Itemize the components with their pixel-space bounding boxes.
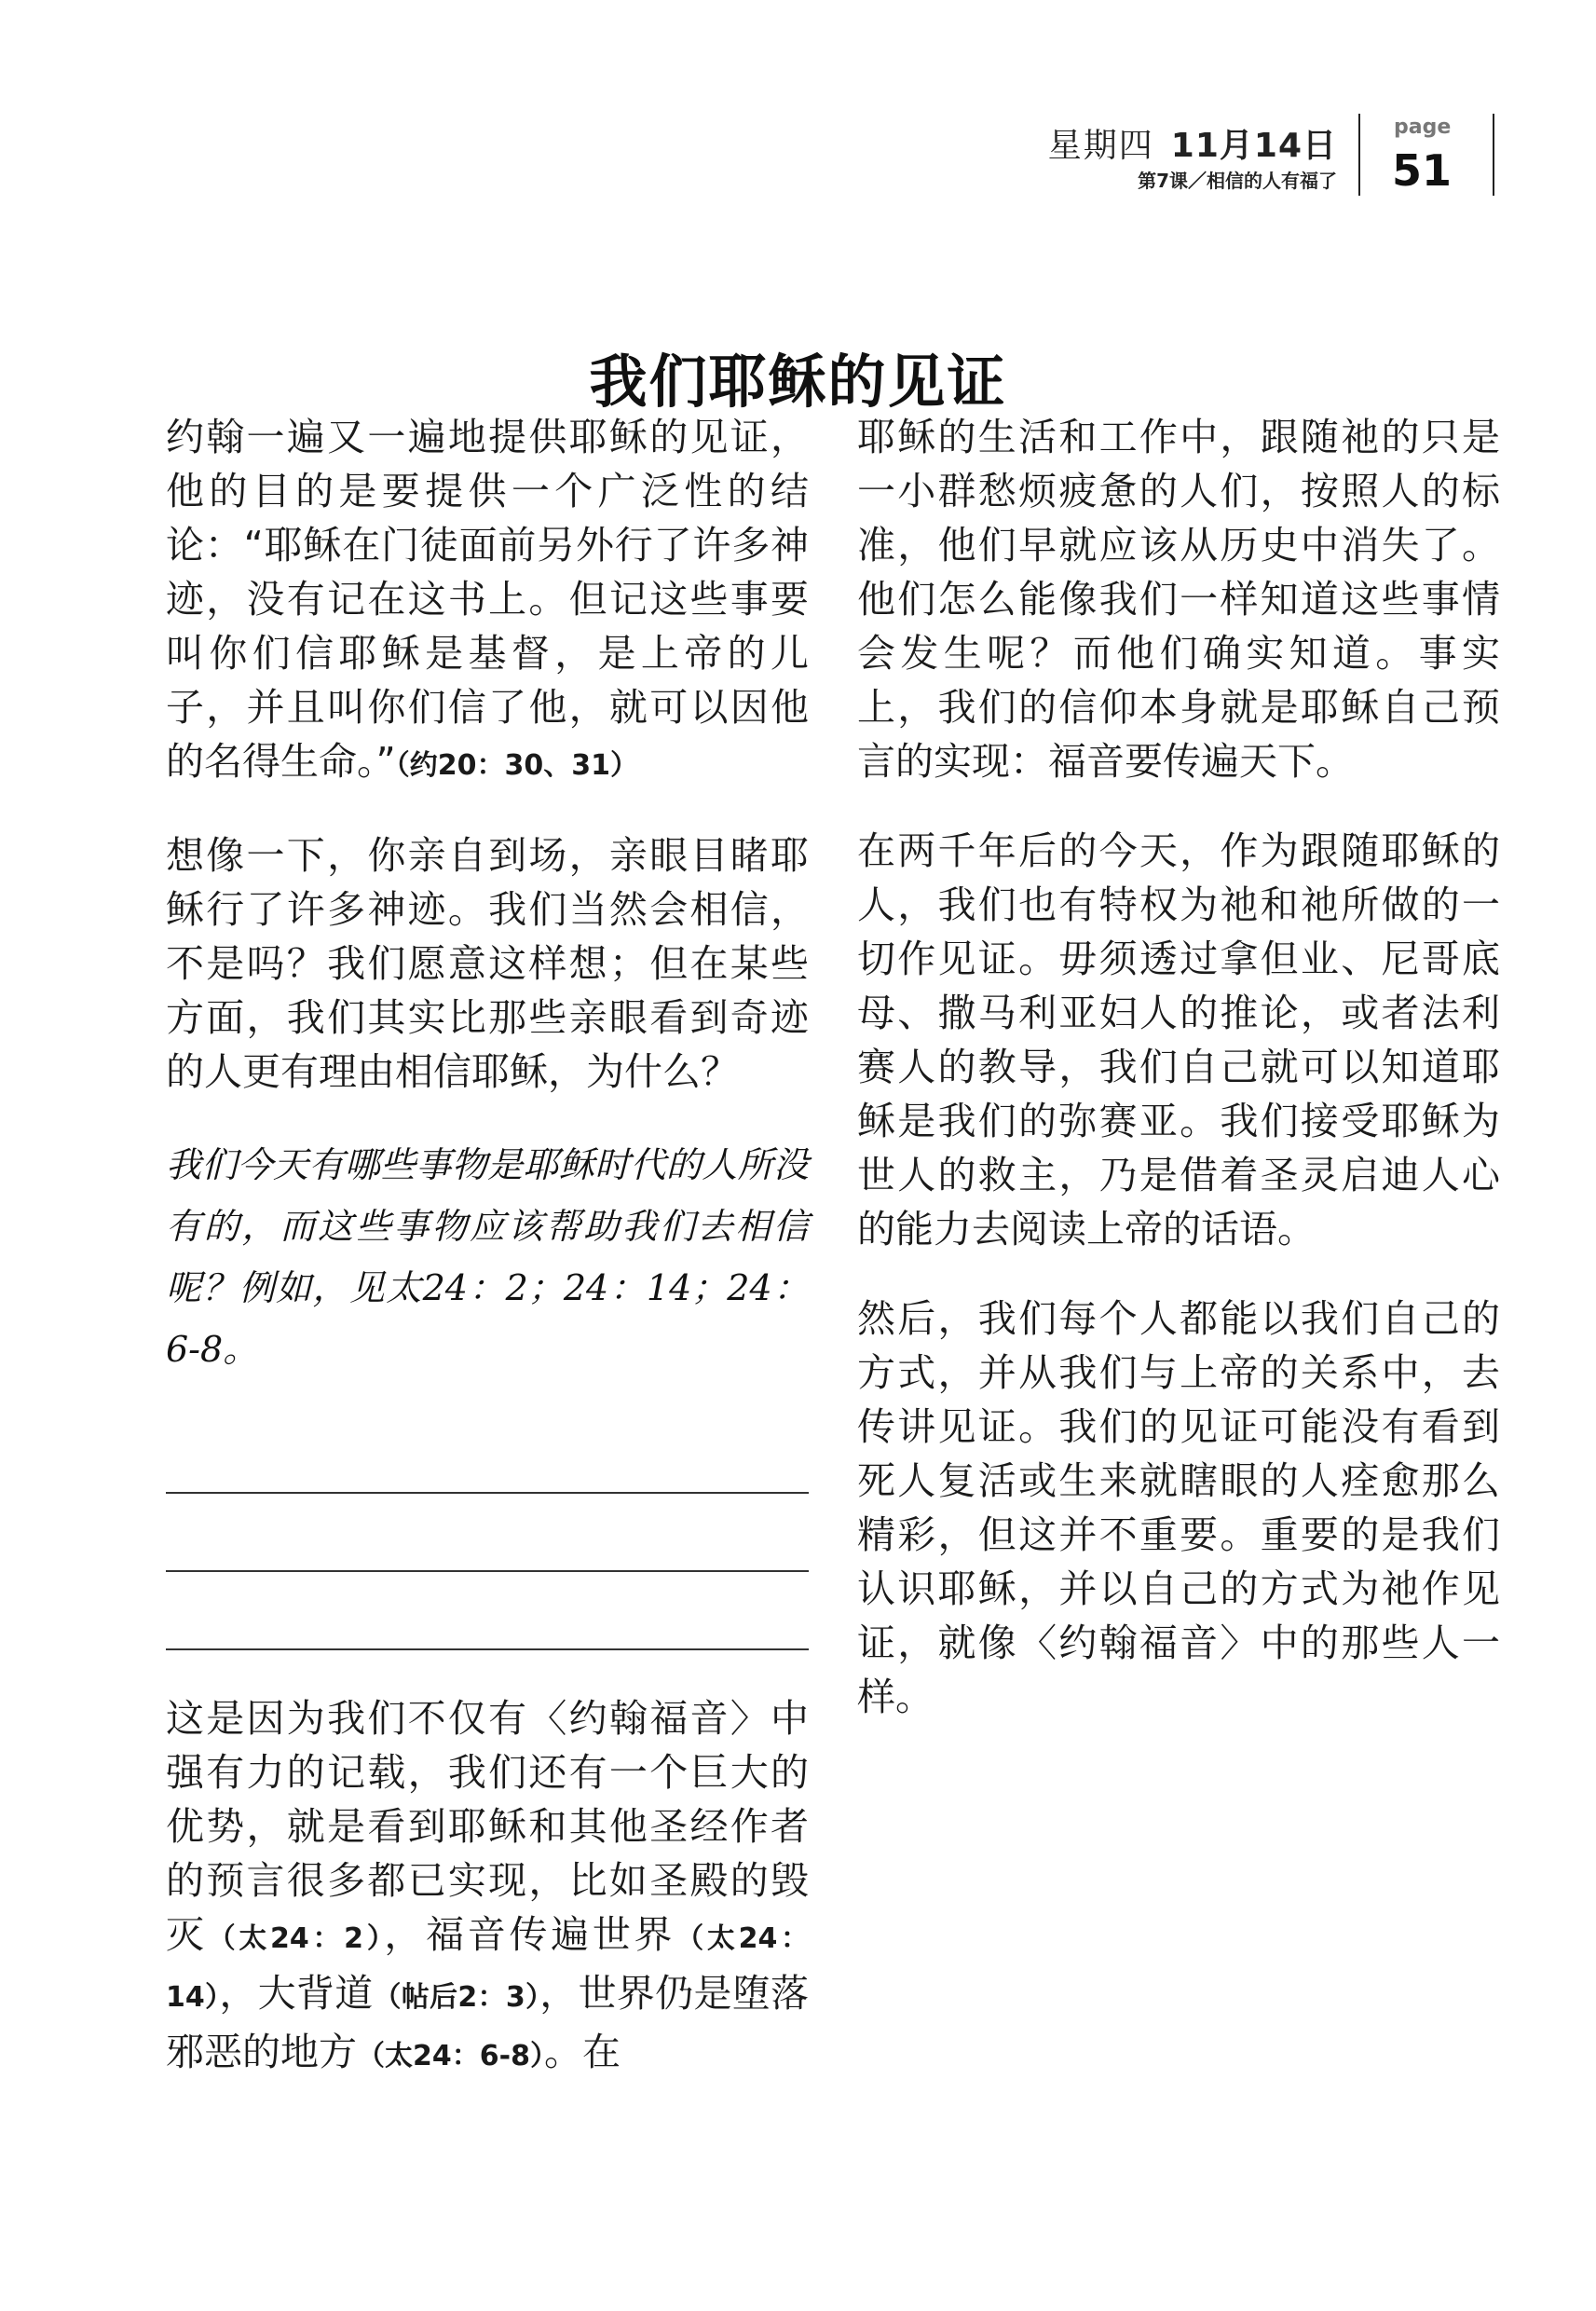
page-header <box>0 112 1596 205</box>
page-number: 51 <box>1392 145 1453 196</box>
answer-lines <box>166 1415 809 1650</box>
scripture-reference: （太24：6-8） <box>357 2040 544 2072</box>
left-paragraph-3 <box>166 1691 809 2084</box>
left-paragraph-1 <box>166 410 809 793</box>
left-paragraph-3-part-1: 这是因为我们不仅有〈约翰福音〉中强有力的记载，我们还有一个巨大的优势，就是看到耶稣和其他圣经作者的预言很多都已实现，比如圣殿的毁灭 <box>166 1696 809 1957</box>
page-label: page <box>1394 116 1452 139</box>
answer-line[interactable] <box>166 1572 809 1650</box>
scripture-reference: （太24：14） <box>166 1922 810 2014</box>
scripture-reference: （约20：30、31） <box>395 749 638 782</box>
left-paragraph-1-text: 约翰一遍又一遍地提供耶稣的见证，他的目的是要提供一个广泛性的结论：“耶稣在门徒面前另外行了许多神迹，没有记在这书上。但记这些事要叫你们信耶稣是基督，是上帝的儿子，并且叫你们信了他，就可以因他的名得生命。” <box>166 415 809 784</box>
scripture-reference: （帖后2：3） <box>373 1981 540 2014</box>
page-title: 我们耶稣的见证 <box>589 347 1007 416</box>
left-paragraph-2: 想像一下，你亲自到场，亲眼目睹耶稣行了许多神迹。我们当然会相信，不是吗？我们愿意这样想；但在某些方面，我们其实比那些亲眼看到奇迹的人更有理由相信耶稣，为什么？ <box>166 833 809 1094</box>
header-divider <box>1358 114 1360 196</box>
answer-line[interactable] <box>166 1494 809 1572</box>
left-column <box>166 410 809 2119</box>
left-paragraph-3-part-5: 。在 <box>543 2030 621 2074</box>
scripture-reference: （太24：2） <box>207 1922 385 1955</box>
header-date: 11月14日 <box>1170 127 1337 165</box>
header-day: 星期四 <box>1047 127 1154 165</box>
right-paragraph-2: 在两千年后的今天，作为跟随耶稣的人，我们也有特权为祂和祂所做的一切作见证。毋须透过拿但业、尼哥底母、撒马利亚妇人的推论，或者法利赛人的教导，我们自己就可以知道耶稣是我们的弥赛亚。我们接受耶稣为世人的救主，乃是借着圣灵启迪人心的能力去阅读上帝的话语。 <box>857 828 1500 1251</box>
study-question: 我们今天有哪些事物是耶稣时代的人所没有的，而这些事物应该帮助我们去相信呢？例如，见太24：2；24：14；24：6-8。 <box>166 1144 809 1370</box>
header-lesson: 第7课／相信的人有福了 <box>1138 170 1337 192</box>
header-day-date <box>1048 119 1337 167</box>
left-paragraph-3-part-2: ，福音传遍世界 <box>384 1912 676 1957</box>
left-paragraph-3-part-4: ，世界仍是堕落邪恶的地方 <box>166 1971 810 2074</box>
right-column <box>857 410 1500 1759</box>
left-paragraph-3-part-3: ，大背道 <box>219 1971 374 2016</box>
right-paragraph-3: 然后，我们每个人都能以我们自己的方式，并从我们与上帝的关系中，去传讲见证。我们的见证可能没有看到死人复活或生来就瞎眼的人痊愈那么精彩，但这并不重要。重要的是我们认识耶稣，并以自己的方式为祂作见证，就像〈约翰福音〉中的那些人一样。 <box>857 1296 1500 1719</box>
header-edge-rule <box>1493 114 1494 196</box>
answer-line[interactable] <box>166 1415 809 1494</box>
right-paragraph-1: 耶稣的生活和工作中，跟随祂的只是一小群愁烦疲惫的人们，按照人的标准，他们早就应该从历史中消失了。他们怎么能像我们一样知道这些事情会发生呢？而他们确实知道。事实上，我们的信仰本身就是耶稣自己预言的实现：福音要传遍天下。 <box>857 415 1500 784</box>
